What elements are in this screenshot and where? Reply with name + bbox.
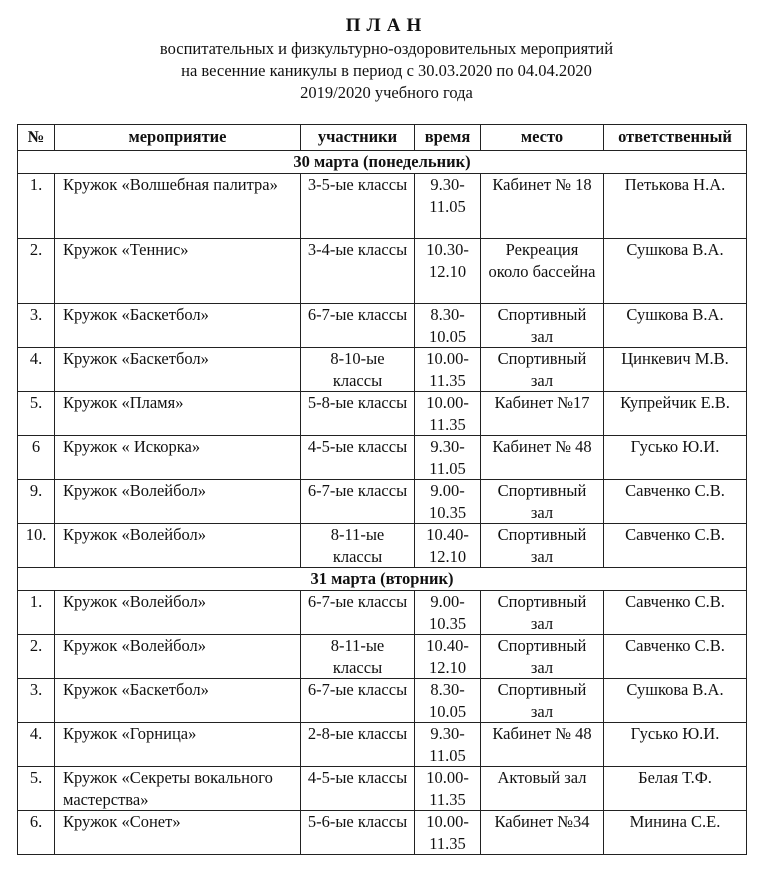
row-number: 10. xyxy=(18,524,55,568)
place-cell: Актовый зал xyxy=(481,767,604,811)
table-row xyxy=(18,239,747,304)
participants-cell: 6-7-ые классы xyxy=(301,679,415,723)
participants-cell: 8-11-ые классы xyxy=(301,524,415,568)
place-cell: Спортивный зал xyxy=(481,304,604,348)
table-row xyxy=(18,635,747,679)
activity-cell: Кружок «Сонет» xyxy=(55,811,301,855)
responsible-cell: Савченко С.В. xyxy=(604,480,747,524)
table-row xyxy=(18,524,747,568)
place-cell: Спортивный зал xyxy=(481,524,604,568)
day-label: 31 марта (вторник) xyxy=(18,568,747,591)
responsible-cell: Гусько Ю.И. xyxy=(604,436,747,480)
row-number: 2. xyxy=(18,239,55,304)
row-number: 1. xyxy=(18,591,55,635)
column-header-time: время xyxy=(415,125,481,151)
place-cell: Спортивный зал xyxy=(481,635,604,679)
column-header-responsible: ответственный xyxy=(604,125,747,151)
place-cell: Спортивный зал xyxy=(481,348,604,392)
responsible-cell: Сушкова В.А. xyxy=(604,239,747,304)
time-cell: 9.00-10.35 xyxy=(415,591,481,635)
place-cell: Кабинет № 48 xyxy=(481,436,604,480)
subtitle-line-2: на весенние каникулы в период с 30.03.2020 по 04.04.2020 xyxy=(181,61,592,80)
row-number: 9. xyxy=(18,480,55,524)
activity-cell: Кружок «Волейбол» xyxy=(55,524,301,568)
row-number: 4. xyxy=(18,723,55,767)
row-number: 5. xyxy=(18,767,55,811)
column-header-activity: мероприятие xyxy=(55,125,301,151)
place-cell: Кабинет № 48 xyxy=(481,723,604,767)
participants-cell: 5-6-ые классы xyxy=(301,811,415,855)
participants-cell: 6-7-ые классы xyxy=(301,304,415,348)
responsible-cell: Белая Т.Ф. xyxy=(604,767,747,811)
time-cell: 10.00-11.35 xyxy=(415,348,481,392)
table-row xyxy=(18,304,747,348)
activity-cell: Кружок «Баскетбол» xyxy=(55,304,301,348)
responsible-cell: Сушкова В.А. xyxy=(604,679,747,723)
row-number: 4. xyxy=(18,348,55,392)
table-header-row xyxy=(18,125,747,151)
participants-cell: 6-7-ые классы xyxy=(301,480,415,524)
time-cell: 10.00-11.35 xyxy=(415,392,481,436)
activity-cell: Кружок «Волейбол» xyxy=(55,480,301,524)
column-header-participants: участники xyxy=(301,125,415,151)
table-row xyxy=(18,480,747,524)
table-row xyxy=(18,811,747,855)
activity-cell: Кружок «Волейбол» xyxy=(55,635,301,679)
schedule-table xyxy=(17,124,747,855)
document-header xyxy=(0,14,773,104)
responsible-cell: Цинкевич М.В. xyxy=(604,348,747,392)
row-number: 3. xyxy=(18,304,55,348)
table-row xyxy=(18,679,747,723)
activity-cell: Кружок «Баскетбол» xyxy=(55,348,301,392)
time-cell: 10.00-11.35 xyxy=(415,767,481,811)
activity-cell: Кружок « Искорка» xyxy=(55,436,301,480)
row-number: 6. xyxy=(18,811,55,855)
participants-cell: 5-8-ые классы xyxy=(301,392,415,436)
time-cell: 10.40-12.10 xyxy=(415,635,481,679)
responsible-cell: Сушкова В.А. xyxy=(604,304,747,348)
responsible-cell: Гусько Ю.И. xyxy=(604,723,747,767)
time-cell: 8.30-10.05 xyxy=(415,679,481,723)
responsible-cell: Минина С.Е. xyxy=(604,811,747,855)
participants-cell: 3-5-ые классы xyxy=(301,174,415,239)
place-cell: Кабинет №17 xyxy=(481,392,604,436)
activity-cell: Кружок «Пламя» xyxy=(55,392,301,436)
participants-cell: 3-4-ые классы xyxy=(301,239,415,304)
time-cell: 9.00-10.35 xyxy=(415,480,481,524)
participants-cell: 8-10-ые классы xyxy=(301,348,415,392)
document-title: ПЛАН xyxy=(345,15,428,36)
row-number: 1. xyxy=(18,174,55,239)
day-header-row xyxy=(18,151,747,174)
participants-cell: 4-5-ые классы xyxy=(301,767,415,811)
time-cell: 10.40-12.10 xyxy=(415,524,481,568)
time-cell: 8.30-10.05 xyxy=(415,304,481,348)
activity-cell: Кружок «Волейбол» xyxy=(55,591,301,635)
table-row xyxy=(18,348,747,392)
responsible-cell: Петькова Н.А. xyxy=(604,174,747,239)
responsible-cell: Савченко С.В. xyxy=(604,591,747,635)
subtitle-line-1: воспитательных и физкультурно-оздоровительных мероприятий xyxy=(159,39,614,58)
time-cell: 9.30-11.05 xyxy=(415,723,481,767)
participants-cell: 2-8-ые классы xyxy=(301,723,415,767)
table-row xyxy=(18,174,747,239)
place-cell: Рекреация около бассейна xyxy=(481,239,604,304)
table-row xyxy=(18,436,747,480)
activity-cell: Кружок «Теннис» xyxy=(55,239,301,304)
responsible-cell: Купрейчик Е.В. xyxy=(604,392,747,436)
time-cell: 9.30-11.05 xyxy=(415,436,481,480)
activity-cell: Кружок «Горница» xyxy=(55,723,301,767)
day-header-row xyxy=(18,568,747,591)
table-row xyxy=(18,392,747,436)
activity-cell: Кружок «Секреты вокального мастерства» xyxy=(55,767,301,811)
participants-cell: 6-7-ые классы xyxy=(301,591,415,635)
place-cell: Спортивный зал xyxy=(481,480,604,524)
participants-cell: 8-11-ые классы xyxy=(301,635,415,679)
activity-cell: Кружок «Баскетбол» xyxy=(55,679,301,723)
time-cell: 10.30-12.10 xyxy=(415,239,481,304)
table-row xyxy=(18,767,747,811)
table-row xyxy=(18,591,747,635)
column-header-place: место xyxy=(481,125,604,151)
row-number: 2. xyxy=(18,635,55,679)
time-cell: 10.00-11.35 xyxy=(415,811,481,855)
participants-cell: 4-5-ые классы xyxy=(301,436,415,480)
place-cell: Кабинет №34 xyxy=(481,811,604,855)
table-row xyxy=(18,723,747,767)
row-number: 5. xyxy=(18,392,55,436)
column-header-number: № xyxy=(18,125,55,151)
place-cell: Спортивный зал xyxy=(481,679,604,723)
responsible-cell: Савченко С.В. xyxy=(604,524,747,568)
subtitle-line-3: 2019/2020 учебного года xyxy=(300,83,473,102)
table-body xyxy=(18,151,747,855)
place-cell: Кабинет № 18 xyxy=(481,174,604,239)
row-number: 6 xyxy=(18,436,55,480)
activity-cell: Кружок «Волшебная палитра» xyxy=(55,174,301,239)
day-label: 30 марта (понедельник) xyxy=(18,151,747,174)
responsible-cell: Савченко С.В. xyxy=(604,635,747,679)
place-cell: Спортивный зал xyxy=(481,591,604,635)
row-number: 3. xyxy=(18,679,55,723)
time-cell: 9.30-11.05 xyxy=(415,174,481,239)
